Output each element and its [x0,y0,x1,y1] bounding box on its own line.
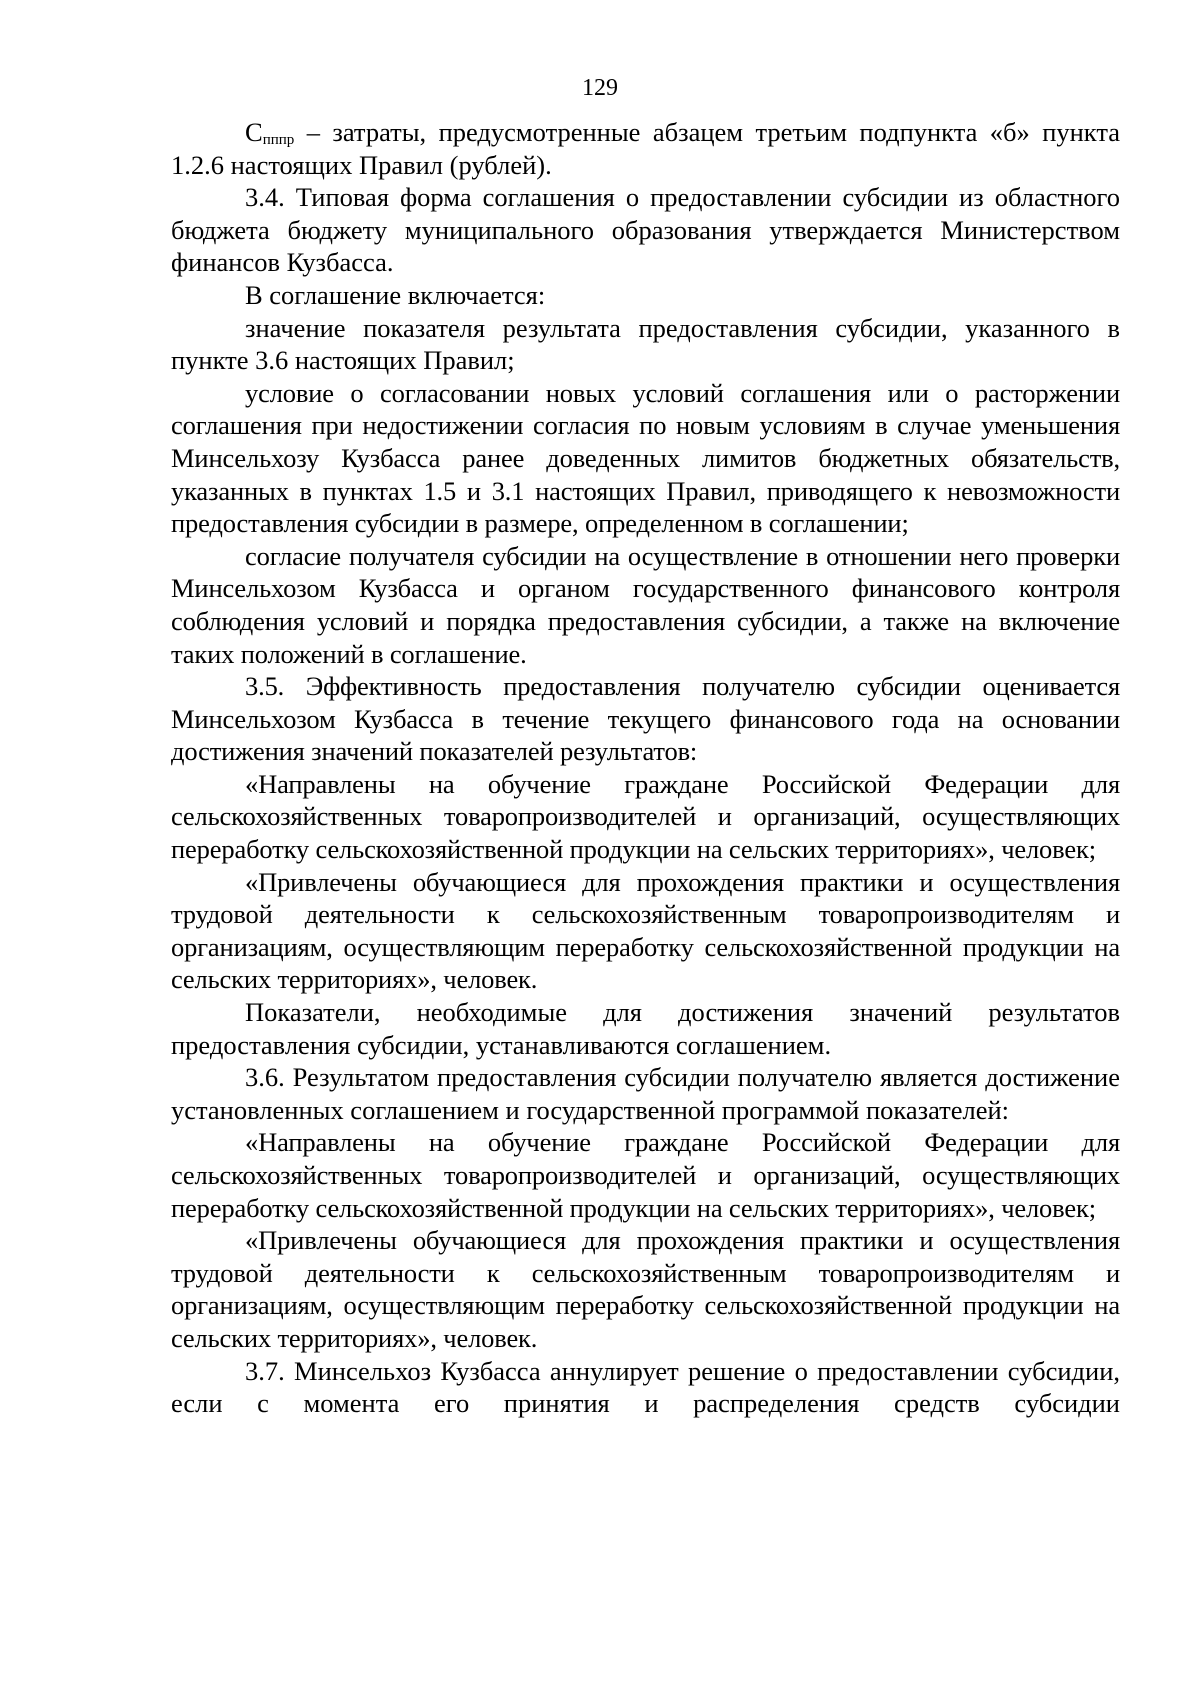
page-number: 129 [582,75,618,101]
cost-symbol: С [245,117,263,147]
paragraph-result-attracted-students: «Привлечены обучающиеся для прохождения практики и осуществления трудовой деятельности к сельскохозяйственным товаропроизводителям и организациям, осуществляющим переработку сельскохозяйственной продукции на сельских территориях», человек. [171,1225,1120,1353]
paragraph-indicator-value: значение показателя результата предоставления субсидии, указанного в пункте 3.6 настоящих Правил; [171,312,1120,376]
cost-definition-text: – затраты, предусмотренные абзацем третьим подпункта «б» пункта 1.2.6 настоящих Правил (рублей). [171,117,1120,180]
paragraph-termination-condition: условие о согласовании новых условий соглашения или о расторжении соглашения при недостижении согласия по новым условиям в случае уменьшения Минсельхозу Кузбасса ранее доведенных лимитов бюджетных обязательств, указанных в пунктах 1.5 и 3.1 настоящих Правил, приводящего к невозможности предоставления субсидии в размере, определенном в соглашении; [171,377,1120,539]
cost-symbol-subscript: пппр [262,132,295,148]
paragraph-3-7: 3.7. Минсельхоз Кузбасса аннулирует решение о предоставлении субсидии, если с момента его принятия и распределения средств субсидии [171,1355,1120,1419]
paragraph-indicator-attracted-students: «Привлечены обучающиеся для прохождения практики и осуществления трудовой деятельности к сельскохозяйственным товаропроизводителям и организациям, осуществляющим переработку сельскохозяйственной продукции на сельских территориях», человек. [171,866,1120,995]
paragraph-result-trained-citizens: «Направлены на обучение граждане Российской Федерации для сельскохозяйственных товаропроизводителей и организаций, осуществляющих переработку сельскохозяйственной продукции на сельских территориях», человек; [171,1127,1120,1223]
paragraph-3-5: 3.5. Эффективность предоставления получателю субсидии оценивается Минсельхозом Кузбасса в течение текущего финансового года на основании достижения значений показателей результатов: [171,671,1120,767]
paragraph-3-4: 3.4. Типовая форма соглашения о предоставлении субсидии из областного бюджета бюджету муниципального образования утверждается Министерством финансов Кузбасса. [171,182,1120,278]
paragraph-3-6: 3.6. Результатом предоставления субсидии получателю является достижение установленных соглашением и государственной программой показателей: [171,1062,1120,1125]
document-body [171,116,1120,1420]
paragraph-cost-definition [171,116,1120,181]
paragraph-agreement-includes: В соглашение включается: [245,279,546,310]
paragraph-indicators-set-by-agreement: Показатели, необходимые для достижения значений результатов предоставления субсидии, устанавливаются соглашением. [171,997,1120,1060]
paragraph-recipient-consent: согласие получателя субсидии на осуществление в отношении него проверки Минсельхозом Кузбасса и органом государственного финансового контроля соблюдения условий и порядка предоставления субсидии, а также на включение таких положений в соглашение. [171,540,1120,669]
paragraph-indicator-trained-citizens: «Направлены на обучение граждане Российской Федерации для сельскохозяйственных товаропроизводителей и организаций, осуществляющих переработку сельскохозяйственной продукции на сельских территориях», человек; [171,768,1120,865]
